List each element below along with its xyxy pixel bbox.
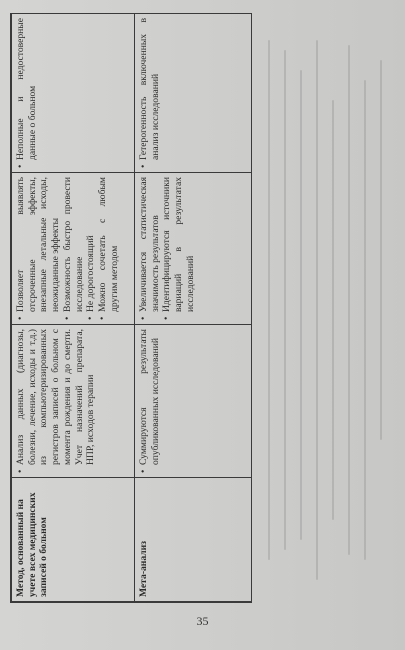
description-cell: [12, 325, 135, 478]
description-cell: [135, 325, 252, 478]
list-item: • Анализ данных (диагнозы, болезни, лечение, исходы и т.д.) из компьютеризированных регистров записей о больном с момента рождения и до смерти. Учет назначений препарата, НПР, исходов терапии: [15, 329, 97, 473]
list-item: • Не дорогостоящий: [85, 177, 97, 320]
list-item: • Увеличивается статистическая значимость результатов: [138, 177, 161, 320]
method-name-cell: Мета-анализ: [135, 478, 252, 602]
list-item: • Неполные и недостоверные данные о больном: [15, 18, 38, 168]
table-row: [135, 14, 252, 602]
list-item: • Можно сочетать с любым другим методом: [97, 177, 120, 320]
bleed-through-text: [258, 40, 398, 600]
list-item: • Возможность быстро провести исследование: [62, 177, 85, 320]
method-name-cell: Метод, основанный на учете всех медицинских записей о больном: [12, 478, 135, 602]
advantages-cell: [135, 173, 252, 325]
table-row: [12, 14, 135, 602]
list-item: • Суммируются результаты опубликованных исследований: [138, 329, 161, 473]
list-item: • Идентифицируются источники вариаций в результатах исследований: [161, 177, 196, 320]
list-item: • Гетерогенность включенных в анализ исследований: [138, 18, 161, 168]
page-number: 35: [196, 614, 209, 628]
methods-table: [10, 13, 252, 603]
list-item: • Позволяет выявлять отсроченные эффекты, внезапные летальные исходы, неожиданные эффекты: [15, 177, 62, 320]
disadvantages-cell: [135, 14, 252, 173]
advantages-cell: [12, 173, 135, 325]
disadvantages-cell: [12, 14, 135, 173]
